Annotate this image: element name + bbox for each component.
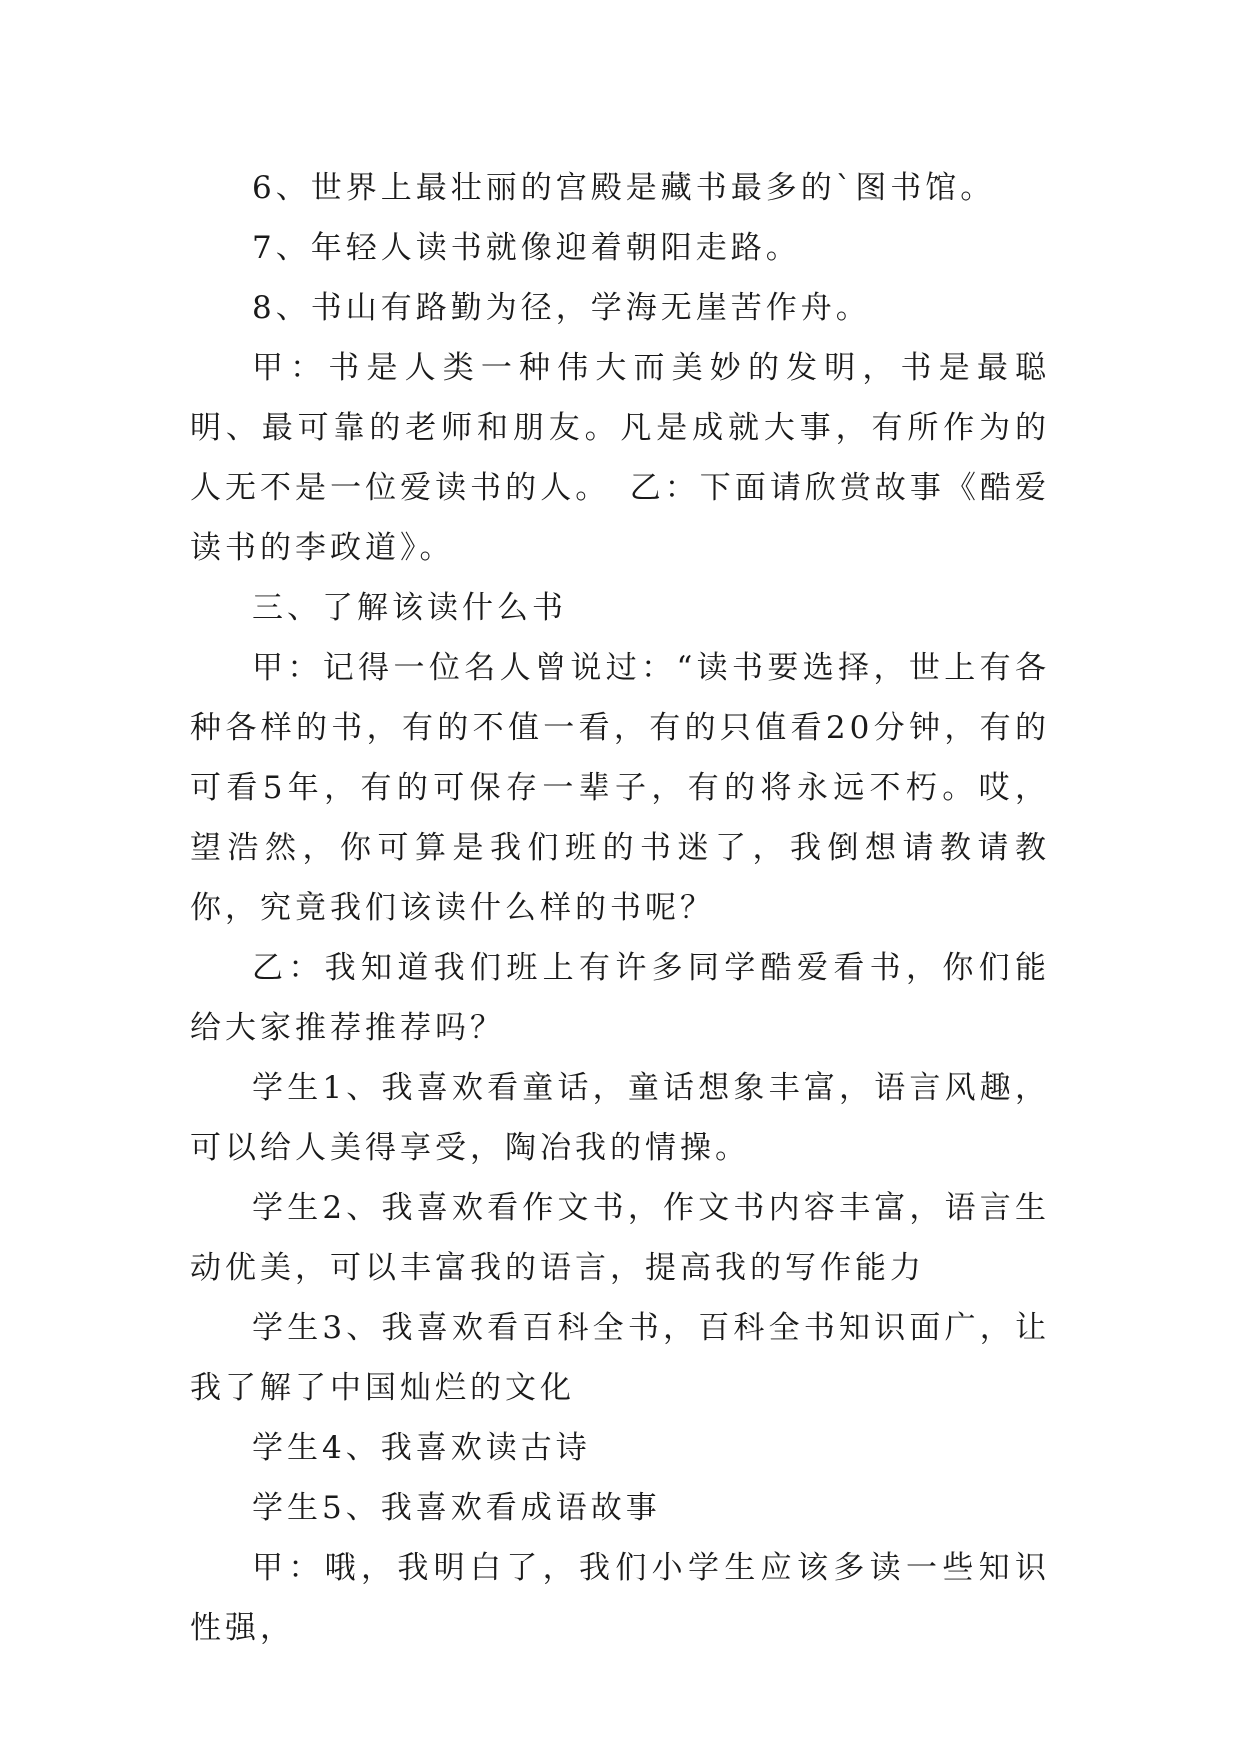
paragraph-quote-6: 6、世界上最壮丽的宫殿是藏书最多的`图书馆。 [252,170,996,206]
document-body [190,158,1050,1658]
paragraph-dialogue-jia-3: 甲：哦，我明白了，我们小学生应该多读一些知识性强， [190,1550,1050,1646]
paragraph-quote-8: 8、书山有路勤为径，学海无崖苦作舟。 [252,290,871,326]
paragraph-quote-7: 7、年轻人读书就像迎着朝阳走路。 [252,230,801,266]
paragraph-dialogue-jia-1: 甲：书是人类一种伟大而美妙的发明，书是最聪明、最可靠的老师和朋友。凡是成就大事，有所作为的人无不是一位爱读书的人。 乙：下面请欣赏故事《酷爱读书的李政道》。 [190,350,1050,566]
paragraph-student-1: 学生1、我喜欢看童话，童话想象丰富，语言风趣，可以给人美得享受，陶冶我的情操。 [190,1070,1050,1166]
paragraph-dialogue-yi-1: 乙：我知道我们班上有许多同学酷爱看书，你们能给大家推荐推荐吗？ [190,950,1050,1046]
paragraph-dialogue-jia-2: 甲：记得一位名人曾说过：“读书要选择，世上有各种各样的书，有的不值一看，有的只值看20分钟，有的可看5年，有的可保存一辈子，有的将永远不朽。哎，望浩然，你可算是我们班的书迷了，我倒想请教请教你，究竟我们该读什么样的书呢？ [190,650,1050,926]
paragraph-student-4: 学生4、我喜欢读古诗 [252,1430,591,1466]
section-heading-3: 三、了解该读什么书 [252,590,567,626]
paragraph-student-3: 学生3、我喜欢看百科全书，百科全书知识面广，让我了解了中国灿烂的文化 [190,1310,1050,1406]
paragraph-student-2: 学生2、我喜欢看作文书，作文书内容丰富，语言生动优美，可以丰富我的语言，提高我的写作能力 [190,1190,1050,1286]
paragraph-student-5: 学生5、我喜欢看成语故事 [252,1490,661,1526]
